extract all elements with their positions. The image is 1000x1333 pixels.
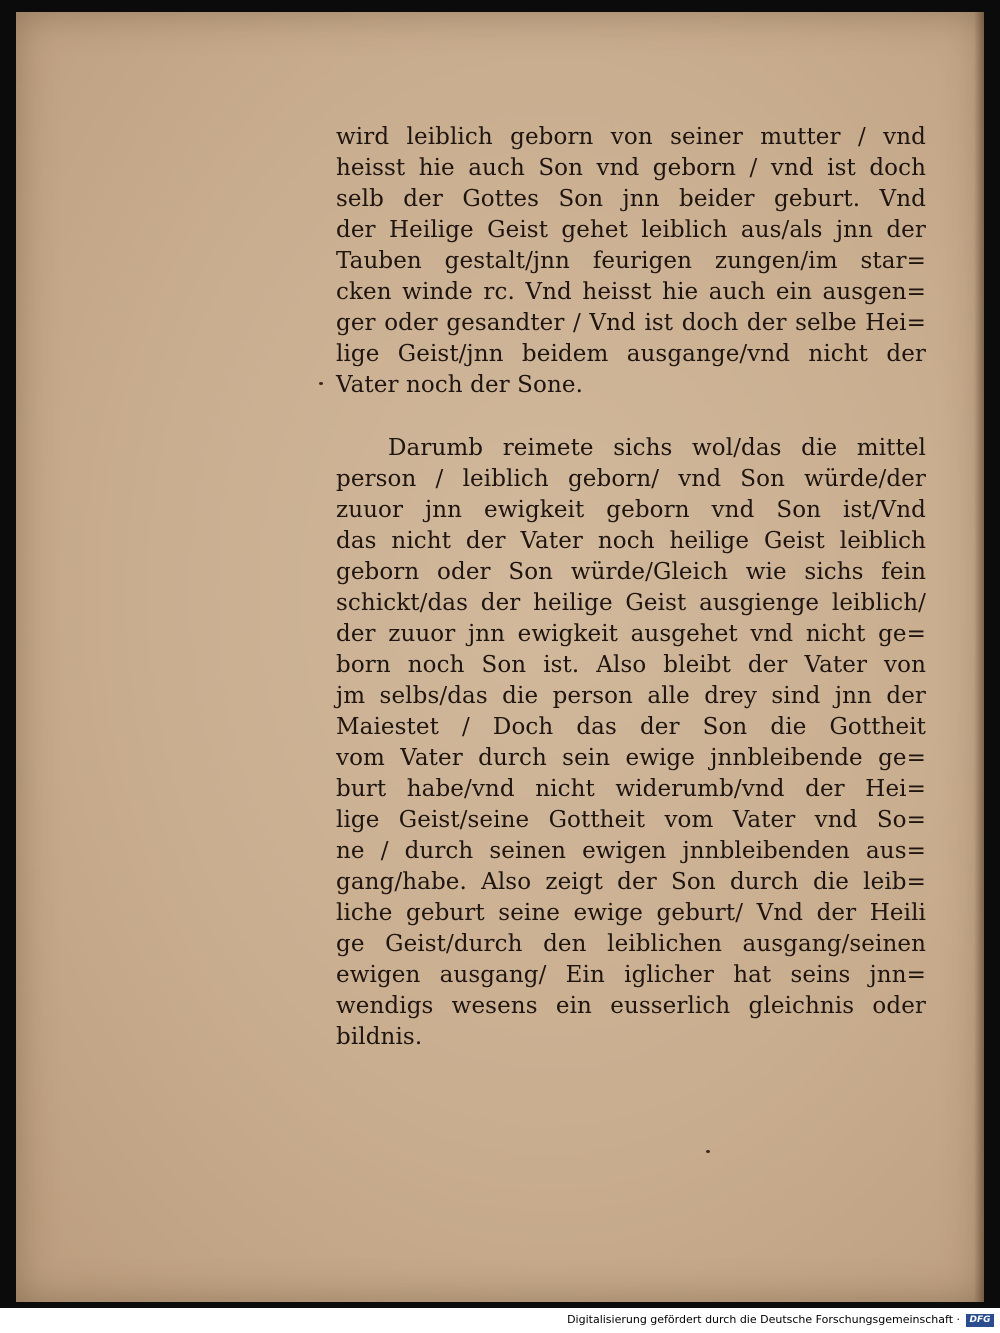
text-line: Tauben gestalt/jnn feurigen zungen/im star=	[336, 248, 926, 274]
text-line: liche geburt seine ewige geburt/ Vnd der Heili	[336, 900, 926, 926]
text-line: Maiestet / Doch das der Son die Gottheit	[336, 714, 926, 740]
footer-credit: Digitalisierung gefördert durch die Deutsche Forschungsgemeinschaft ·	[567, 1313, 960, 1326]
text-line: Vater noch der Sone.	[336, 372, 584, 398]
text-line: das nicht der Vater noch heilige Geist leiblich	[336, 528, 926, 554]
text-line: jm selbs/das die person alle drey sind jnn der	[336, 683, 926, 709]
text-line: wendigs wesens ein eusserlich gleichnis oder	[336, 993, 926, 1019]
text-line: der Heilige Geist gehet leiblich aus/als jnn der	[336, 217, 926, 243]
text-line: gang/habe. Also zeigt der Son durch die leib=	[336, 869, 926, 895]
text-line: wird leiblich geborn von seiner mutter / vnd	[336, 124, 926, 150]
dfg-logo: DFG	[966, 1314, 994, 1327]
page-text-block	[336, 122, 946, 1053]
text-line: vom Vater durch sein ewige jnnbleibende ge=	[336, 745, 926, 771]
text-line: born noch Son ist. Also bleibt der Vater von	[336, 652, 926, 678]
text-line: lige Geist/seine Gottheit vom Vater vnd So=	[336, 807, 926, 833]
text-line: lige Geist/jnn beidem ausgange/vnd nicht der	[336, 341, 926, 367]
text-line: ge Geist/durch den leiblichen ausgang/seinen	[336, 931, 926, 957]
text-line: der zuuor jnn ewigkeit ausgehet vnd nicht ge=	[336, 621, 926, 647]
text-line: burt habe/vnd nicht widerumb/vnd der Hei=	[336, 776, 926, 802]
text-line: cken winde rc. Vnd heisst hie auch ein ausgen=	[336, 279, 926, 305]
text-line: geborn oder Son würde/Gleich wie sichs fein	[336, 559, 926, 585]
text-line: Darumb reimete sichs wol/das die mittel	[388, 435, 926, 461]
footer-bar	[0, 1308, 1000, 1333]
text-line: bildnis.	[336, 1024, 423, 1050]
text-line: person / leiblich geborn/ vnd Son würde/der	[336, 466, 926, 492]
paper-speck	[706, 1150, 710, 1153]
book-page	[16, 12, 984, 1302]
text-line: ewigen ausgang/ Ein iglicher hat seins jnn=	[336, 962, 926, 988]
page-edge-shadow	[974, 12, 984, 1302]
text-line: heisst hie auch Son vnd geborn / vnd ist doch	[336, 155, 926, 181]
text-line: selb der Gottes Son jnn beider geburt. Vnd	[336, 186, 926, 212]
text-line: schickt/das der heilige Geist ausgienge leiblich/	[336, 590, 926, 616]
paragraph-gap	[336, 401, 946, 433]
text-line: ger oder gesandter / Vnd ist doch der selbe Hei=	[336, 310, 926, 336]
paper-speck	[319, 382, 323, 385]
text-line: zuuor jnn ewigkeit geborn vnd Son ist/Vnd	[336, 497, 926, 523]
text-line: ne / durch seinen ewigen jnnbleibenden aus=	[336, 838, 926, 864]
